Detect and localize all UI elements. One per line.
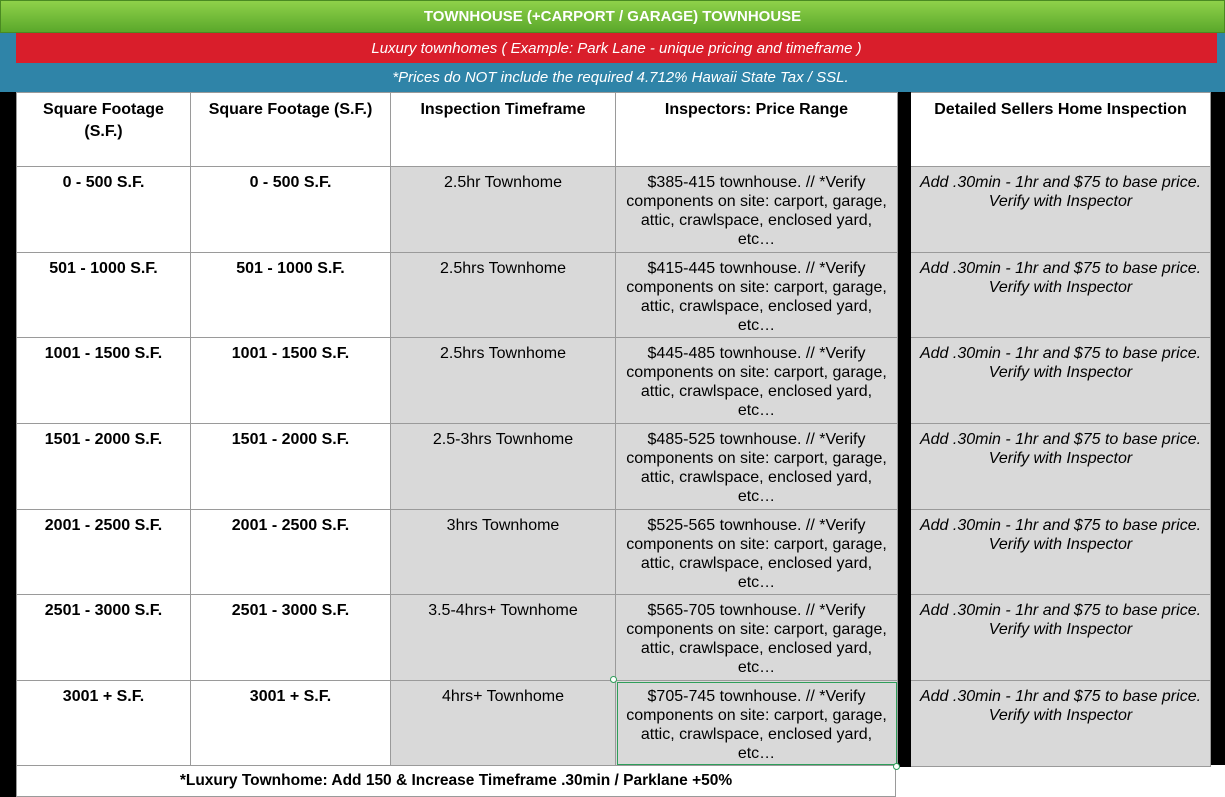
cell-timeframe[interactable]: 2.5hrs Townhome [391,252,616,338]
table-row [17,252,1211,338]
header-price-range: Inspectors: Price Range [616,93,898,167]
cell-timeframe[interactable]: 2.5hr Townhome [391,167,616,253]
cell-timeframe[interactable]: 2.5-3hrs Townhome [391,424,616,510]
cell-price-range[interactable]: $525-565 townhouse. // *Verify components on site: carport, garage, attic, crawlspace, enclosed yard, etc… [616,509,898,595]
header-square-footage-1: Square Footage (S.F.) [17,93,191,167]
cell-price-range[interactable]: $485-525 townhouse. // *Verify components on site: carport, garage, attic, crawlspace, enclosed yard, etc… [616,424,898,510]
cell-square-footage-1[interactable]: 501 - 1000 S.F. [17,252,191,338]
right-border [1210,92,1225,765]
left-border [0,92,16,797]
table-row [17,167,1211,253]
cell-timeframe[interactable]: 4hrs+ Townhome [391,681,616,767]
header-square-footage-2: Square Footage (S.F.) [191,93,391,167]
table-row [17,595,1211,681]
cell-square-footage-1[interactable]: 3001 + S.F. [17,681,191,767]
cell-square-footage-2[interactable]: 3001 + S.F. [191,681,391,767]
column-divider[interactable] [898,509,911,595]
cell-price-range[interactable]: $445-485 townhouse. // *Verify components on site: carport, garage, attic, crawlspace, enclosed yard, etc… [616,338,898,424]
cell-detailed-inspection[interactable]: Add .30min - 1hr and $75 to base price. Verify with Inspector [911,338,1211,424]
cell-price-range[interactable]: $565-705 townhouse. // *Verify components on site: carport, garage, attic, crawlspace, enclosed yard, etc… [616,595,898,681]
table-row [17,681,1211,767]
footer-text: *Luxury Townhome: Add 150 & Increase Timeframe .30min / Parklane +50% [179,772,733,789]
cell-square-footage-2[interactable]: 2001 - 2500 S.F. [191,509,391,595]
column-divider [898,93,911,167]
cell-square-footage-1[interactable]: 0 - 500 S.F. [17,167,191,253]
luxury-subtitle-banner [0,33,1225,63]
header-detailed-inspection: Detailed Sellers Home Inspection [911,93,1211,167]
column-divider[interactable] [898,424,911,510]
table-row [17,424,1211,510]
tax-note-banner [0,63,1225,92]
cell-detailed-inspection[interactable]: Add .30min - 1hr and $75 to base price. Verify with Inspector [911,424,1211,510]
cell-square-footage-2[interactable]: 0 - 500 S.F. [191,167,391,253]
cell-square-footage-2[interactable]: 1501 - 2000 S.F. [191,424,391,510]
column-divider[interactable] [898,338,911,424]
cell-square-footage-1[interactable]: 2501 - 3000 S.F. [17,595,191,681]
cell-price-range[interactable]: $415-445 townhouse. // *Verify components on site: carport, garage, attic, crawlspace, enclosed yard, etc… [616,252,898,338]
table-row [17,509,1211,595]
cell-detailed-inspection[interactable]: Add .30min - 1hr and $75 to base price. Verify with Inspector [911,681,1211,767]
column-divider[interactable] [898,167,911,253]
cell-detailed-inspection[interactable]: Add .30min - 1hr and $75 to base price. Verify with Inspector [911,167,1211,253]
selection-handle-bottom-right[interactable] [893,763,900,770]
cell-detailed-inspection[interactable]: Add .30min - 1hr and $75 to base price. Verify with Inspector [911,252,1211,338]
selection-handle-top-left[interactable] [610,676,617,683]
cell-price-range[interactable]: $385-415 townhouse. // *Verify components on site: carport, garage, attic, crawlspace, enclosed yard, etc… [616,167,898,253]
luxury-footer-note [16,765,896,797]
luxury-subtitle: Luxury townhomes ( Example: Park Lane - unique pricing and timeframe ) [371,39,862,57]
cell-square-footage-1[interactable]: 1001 - 1500 S.F. [17,338,191,424]
cell-timeframe[interactable]: 3.5-4hrs+ Townhome [391,595,616,681]
cell-detailed-inspection[interactable]: Add .30min - 1hr and $75 to base price. Verify with Inspector [911,595,1211,681]
table-header-row [17,93,1211,167]
tax-note: *Prices do NOT include the required 4.712% Hawaii State Tax / SSL. [392,69,849,86]
cell-timeframe[interactable]: 3hrs Townhome [391,509,616,595]
cell-timeframe[interactable]: 2.5hrs Townhome [391,338,616,424]
table-row [17,338,1211,424]
cell-square-footage-2[interactable]: 501 - 1000 S.F. [191,252,391,338]
table-title-banner [0,0,1225,33]
cell-square-footage-1[interactable]: 1501 - 2000 S.F. [17,424,191,510]
cell-square-footage-2[interactable]: 2501 - 3000 S.F. [191,595,391,681]
cell-detailed-inspection[interactable]: Add .30min - 1hr and $75 to base price. Verify with Inspector [911,509,1211,595]
pricing-table [16,92,1211,767]
column-divider[interactable] [898,252,911,338]
header-inspection-timeframe: Inspection Timeframe [391,93,616,167]
cell-square-footage-1[interactable]: 2001 - 2500 S.F. [17,509,191,595]
column-divider[interactable] [898,681,911,767]
cell-square-footage-2[interactable]: 1001 - 1500 S.F. [191,338,391,424]
cell-price-range[interactable]: $705-745 townhouse. // *Verify components on site: carport, garage, attic, crawlspace, enclosed yard, etc… [616,681,898,767]
column-divider[interactable] [898,595,911,681]
table-title: TOWNHOUSE (+CARPORT / GARAGE) TOWNHOUSE [423,8,802,25]
